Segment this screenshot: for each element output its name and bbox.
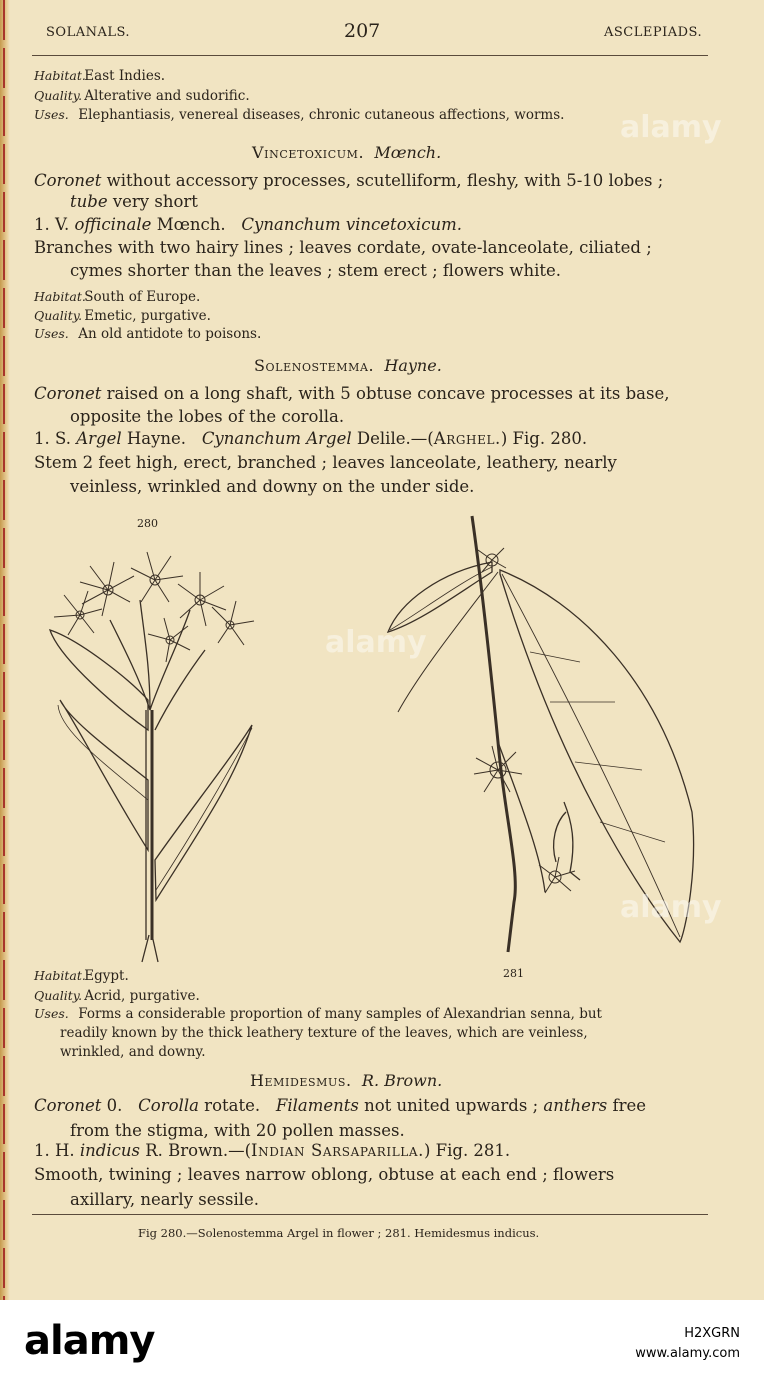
species-line: 1. V. officinale Mœnch. Cynanchum vincetoxicum. [34, 215, 462, 234]
species-line: 1. S. Argel Hayne. Cynanchum Argel Delile.—(Arghel.) Fig. 280. [34, 429, 588, 448]
stock-photo-footer [0, 1300, 764, 1390]
species-description: Stem 2 feet high, erect, branched ; leaves lanceolate, leathery, nearly [34, 453, 617, 472]
image-code: H2XGRN [684, 1326, 740, 1341]
species-line: 1. H. indicus R. Brown.—(Indian Sarsaparilla.) Fig. 281. [34, 1141, 511, 1160]
site-url: www.alamy.com [635, 1346, 740, 1361]
watermark: alamy [620, 110, 722, 145]
genus-description: Coronet raised on a long shaft, with 5 obtuse concave processes at its base, [34, 384, 670, 403]
watermark: alamy [620, 890, 722, 925]
uses-line: Uses. An old antidote to poisons. [34, 326, 262, 342]
uses-line: Uses. Forms a considerable proportion of many samples of Alexandrian senna, but [34, 1006, 602, 1022]
quality-line: Quality. Alterative and sudorific. [34, 88, 250, 104]
header-rule [32, 55, 708, 56]
genus-description-cont: from the stigma, with 20 pollen masses. [70, 1121, 405, 1140]
watermark: alamy [325, 625, 427, 660]
genus-description: Coronet 0. Corolla rotate. Filaments not united upwards ; anthers free [34, 1096, 647, 1115]
running-head-left: SOLANALS. [46, 25, 131, 40]
genus-description: Coronet without accessory processes, scutelliform, fleshy, with 5-10 lobes ; [34, 171, 664, 190]
species-description: Smooth, twining ; leaves narrow oblong, obtuse at each end ; flowers [34, 1165, 615, 1184]
image-id-block [628, 1324, 740, 1364]
quality-line: Quality. Acrid, purgative. [34, 988, 200, 1004]
habitat-line: Habitat. Egypt. [34, 968, 129, 984]
genus-description-cont: opposite the lobes of the corolla. [70, 407, 345, 426]
genus-heading-solenostemma: Solenostemma. Hayne. [254, 356, 442, 375]
figure-number-280: 280 [137, 517, 158, 530]
species-description-cont: axillary, nearly sessile. [70, 1190, 260, 1209]
page-number: 207 [344, 20, 381, 42]
species-description-cont: veinless, wrinkled and downy on the under side. [70, 477, 475, 496]
species-description: Branches with two hairy lines ; leaves cordate, ovate-lanceolate, ciliated ; [34, 238, 652, 257]
habitat-line: Habitat. East Indies. [34, 68, 166, 84]
figure-caption: Fig 280.—Solenostemma Argel in flower ; 281. Hemidesmus indicus. [138, 1226, 540, 1240]
uses-line-cont: readily known by the thick leathery texture of the leaves, which are veinless, [60, 1025, 588, 1041]
genus-description-cont: tube very short [70, 192, 198, 211]
figure-280-illustration [30, 530, 270, 970]
page-binding-edge [0, 0, 10, 1300]
alamy-logo: alamy [24, 1318, 155, 1364]
genus-heading-vincetoxicum: Vincetoxicum. Mœnch. [252, 143, 442, 162]
species-description-cont: cymes shorter than the leaves ; stem erect ; flowers white. [70, 261, 562, 280]
quality-line: Quality. Emetic, purgative. [34, 308, 211, 324]
genus-heading-hemidesmus: Hemidesmus. R. Brown. [250, 1071, 443, 1090]
figure-number-281: 281 [503, 967, 524, 980]
running-head-right: ASCLEPIADS. [604, 25, 703, 40]
uses-line: Uses. Elephantiasis, venereal diseases, chronic cutaneous affections, worms. [34, 107, 565, 123]
caption-rule [32, 1214, 708, 1215]
uses-line-cont: wrinkled, and downy. [60, 1044, 206, 1060]
habitat-line: Habitat. South of Europe. [34, 289, 201, 305]
